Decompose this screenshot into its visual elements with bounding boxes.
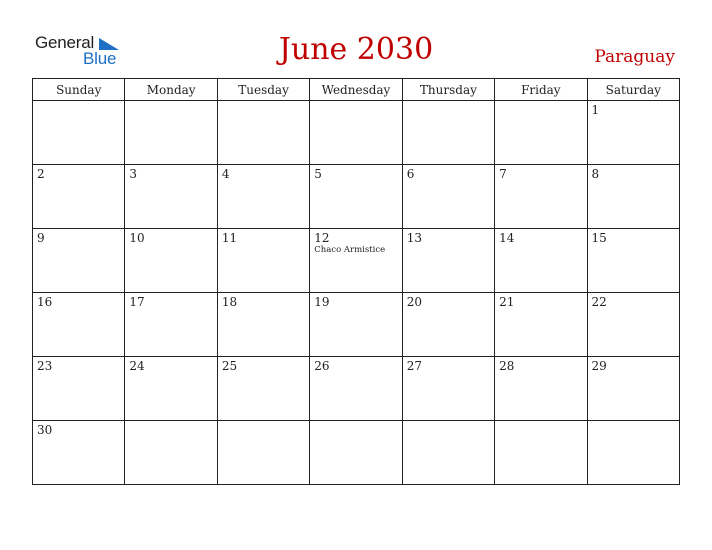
day-cell <box>310 101 402 165</box>
day-cell <box>217 421 309 485</box>
day-cell <box>33 293 125 357</box>
day-cell <box>495 357 587 421</box>
weekday-header: Tuesday <box>217 79 309 101</box>
day-cell <box>495 101 587 165</box>
week-row <box>33 165 680 229</box>
day-cell <box>310 357 402 421</box>
weekday-header: Monday <box>125 79 217 101</box>
day-cell <box>125 101 217 165</box>
day-number <box>33 101 124 103</box>
logo-word-general: General <box>35 33 95 52</box>
week-row <box>33 229 680 293</box>
day-cell <box>587 229 679 293</box>
day-number: 3 <box>129 167 138 181</box>
weekday-header: Thursday <box>402 79 494 101</box>
day-number: 14 <box>499 231 515 245</box>
day-number: 5 <box>314 167 322 181</box>
day-cell <box>33 357 125 421</box>
day-cell <box>495 421 587 485</box>
day-cell <box>33 421 125 485</box>
day-number: 29 <box>591 359 607 373</box>
day-number: 27 <box>406 359 422 373</box>
day-number: 1 <box>591 103 600 117</box>
day-number <box>588 421 679 423</box>
day-cell <box>587 357 679 421</box>
day-number <box>125 101 216 103</box>
page-title: June 2030 <box>278 32 434 67</box>
day-cell <box>587 101 679 165</box>
weekday-header: Saturday <box>587 79 679 101</box>
day-number: 16 <box>37 295 53 309</box>
day-cell <box>217 165 309 229</box>
day-cell <box>125 165 217 229</box>
weekday-header: Wednesday <box>310 79 402 101</box>
day-number: 28 <box>499 359 515 373</box>
day-number <box>310 101 401 103</box>
week-row <box>33 101 680 165</box>
day-number <box>495 101 586 103</box>
day-cell <box>310 229 402 293</box>
day-number: 30 <box>37 423 53 437</box>
day-cell <box>587 293 679 357</box>
day-cell <box>217 101 309 165</box>
week-row <box>33 293 680 357</box>
weekday-header: Sunday <box>33 79 125 101</box>
week-row <box>33 357 680 421</box>
day-number <box>125 421 216 423</box>
day-cell <box>310 165 402 229</box>
day-cell <box>495 293 587 357</box>
day-cell <box>33 229 125 293</box>
day-cell <box>587 421 679 485</box>
day-cell <box>402 165 494 229</box>
day-number <box>495 421 586 423</box>
day-number: 26 <box>314 359 330 373</box>
day-number: 21 <box>499 295 515 309</box>
day-cell <box>125 421 217 485</box>
day-number: 17 <box>129 295 145 309</box>
day-cell <box>402 229 494 293</box>
day-cell <box>217 229 309 293</box>
week-row <box>33 421 680 485</box>
day-cell <box>310 421 402 485</box>
day-number: 2 <box>37 167 45 181</box>
day-cell <box>402 293 494 357</box>
day-cell <box>125 357 217 421</box>
day-number: 8 <box>591 167 600 181</box>
weekday-header: Friday <box>495 79 587 101</box>
day-number: 25 <box>221 359 238 373</box>
day-number: 4 <box>221 167 230 181</box>
day-number <box>403 421 494 423</box>
holiday-label: Chaco Armistice <box>314 245 386 255</box>
day-cell <box>495 229 587 293</box>
day-number: 7 <box>499 167 507 181</box>
day-cell <box>33 101 125 165</box>
day-number <box>218 101 309 103</box>
day-cell <box>217 293 309 357</box>
day-number: 6 <box>406 167 415 181</box>
day-number: 12 <box>314 231 330 245</box>
day-number: 20 <box>406 295 422 309</box>
day-cell <box>495 165 587 229</box>
day-cell <box>217 357 309 421</box>
logo-word-blue: Blue <box>83 49 117 68</box>
day-cell <box>402 421 494 485</box>
day-cell <box>587 165 679 229</box>
day-number <box>310 421 401 423</box>
weekday-header-row <box>33 79 680 101</box>
logo <box>35 33 135 69</box>
day-number: 11 <box>221 231 238 245</box>
day-cell <box>33 165 125 229</box>
day-number: 13 <box>406 231 422 245</box>
day-number: 18 <box>221 295 238 309</box>
day-number: 9 <box>37 231 45 245</box>
day-number: 10 <box>129 231 145 245</box>
day-cell <box>125 229 217 293</box>
day-cell <box>402 101 494 165</box>
day-number: 19 <box>314 295 330 309</box>
day-number: 23 <box>37 359 53 373</box>
country-label: Paraguay <box>594 47 675 67</box>
day-number: 15 <box>591 231 607 245</box>
day-number: 24 <box>129 359 145 373</box>
day-number: 22 <box>591 295 607 309</box>
day-cell <box>310 293 402 357</box>
day-cell <box>402 357 494 421</box>
calendar-grid <box>32 78 680 485</box>
day-cell <box>125 293 217 357</box>
day-number <box>218 421 309 423</box>
day-number <box>403 101 494 103</box>
